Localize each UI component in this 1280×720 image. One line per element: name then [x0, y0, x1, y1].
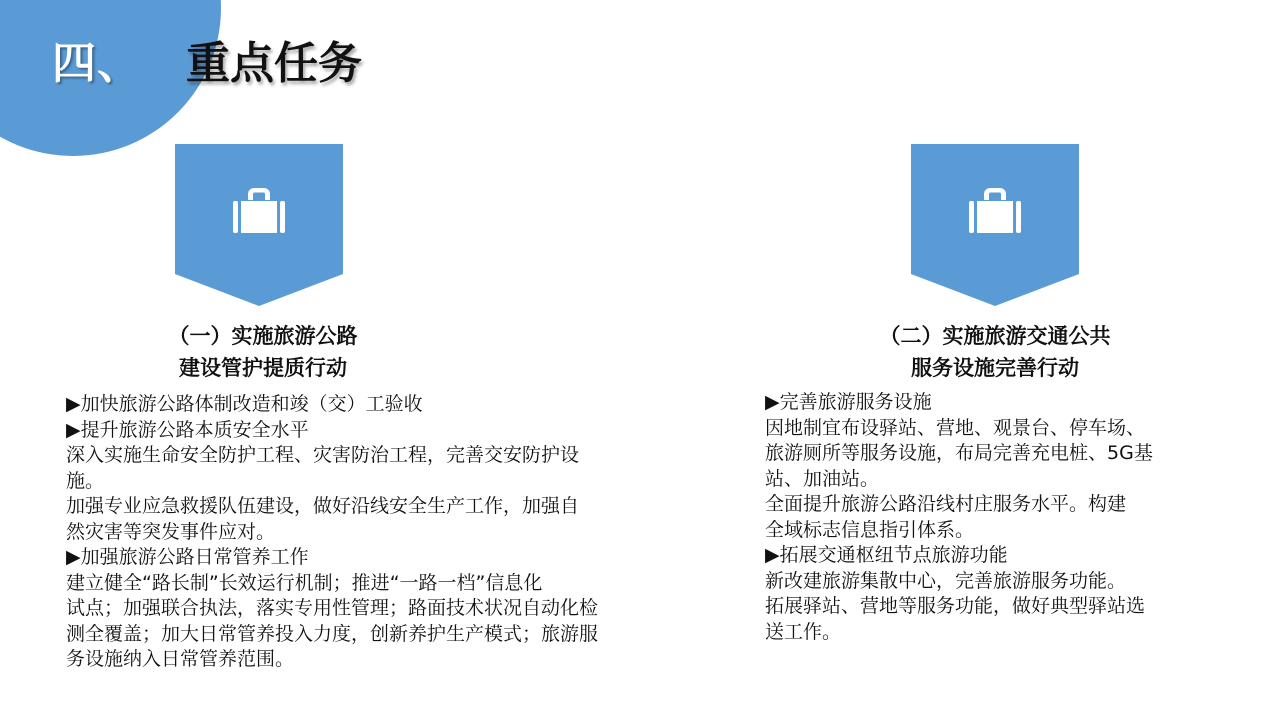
- left-body-line: ▶加快旅游公路体制改造和竣（交）工验收: [66, 393, 423, 415]
- right-body-line: 站、加油站。: [765, 467, 880, 490]
- left-body-line: ▶提升旅游公路本质安全水平: [66, 418, 309, 441]
- left-body-line: 深入实施生命安全防护工程、灾害防治工程，完善交安防护设: [66, 444, 580, 466]
- left-body-line: 然灾害等突发事件应对。: [66, 520, 276, 543]
- left-body-line: ▶加强旅游公路日常管养工作: [66, 546, 309, 568]
- left-body-line: 测全覆盖；加大日常管养投入力度，创新养护生产模式；旅游服: [66, 622, 599, 645]
- left-body-line: 加强专业应急救援队伍建设，做好沿线安全生产工作，加强自: [66, 495, 580, 517]
- suitcase-icon: [911, 144, 1079, 306]
- left-heading-line1: （一）实施旅游公路: [168, 324, 358, 348]
- right-heading-line1: （二）实施旅游交通公共: [879, 324, 1111, 348]
- right-body-line: 旅游厕所等服务设施，布局完善充电桩、5G基: [765, 442, 1153, 464]
- left-body-line: 务设施纳入日常管养范围。: [66, 648, 295, 670]
- left-body-line: 建立健全“路长制”长效运行机制；推进“一路一档”信息化: [66, 571, 543, 594]
- right-body-line: ▶完善旅游服务设施: [765, 391, 932, 413]
- left-heading: [100, 320, 426, 384]
- slide-title: 重点任务: [186, 38, 362, 89]
- left-heading-line2: 建设管护提质行动: [179, 356, 347, 380]
- left-body-line: 试点；加强联合执法，落实专用性管理；路面技术状况自动化检: [66, 597, 599, 619]
- right-body-line: 全面提升旅游公路沿线村庄服务水平。构建: [765, 493, 1127, 515]
- suitcase-icon: [175, 144, 343, 306]
- right-heading: [832, 320, 1158, 384]
- right-body-line: 全域标志信息指引体系。: [765, 518, 975, 541]
- left-body: [66, 392, 666, 673]
- left-badge: [175, 144, 343, 306]
- right-heading-line2: 服务设施完善行动: [911, 356, 1079, 380]
- right-body-line: 送工作。: [765, 620, 842, 643]
- right-body-line: 新改建旅游集散中心，完善旅游服务功能。: [765, 569, 1127, 592]
- left-body-line: 施。: [66, 469, 105, 492]
- section-number: 四、: [52, 38, 142, 89]
- right-body-line: 因地制宜布设驿站、营地、观景台、停车场、: [765, 416, 1146, 439]
- right-body-line: ▶拓展交通枢纽节点旅游功能: [765, 544, 1008, 566]
- right-badge: [911, 144, 1079, 306]
- right-body: [765, 390, 1210, 645]
- right-body-line: 拓展驿站、营地等服务功能，做好典型驿站选: [765, 595, 1146, 617]
